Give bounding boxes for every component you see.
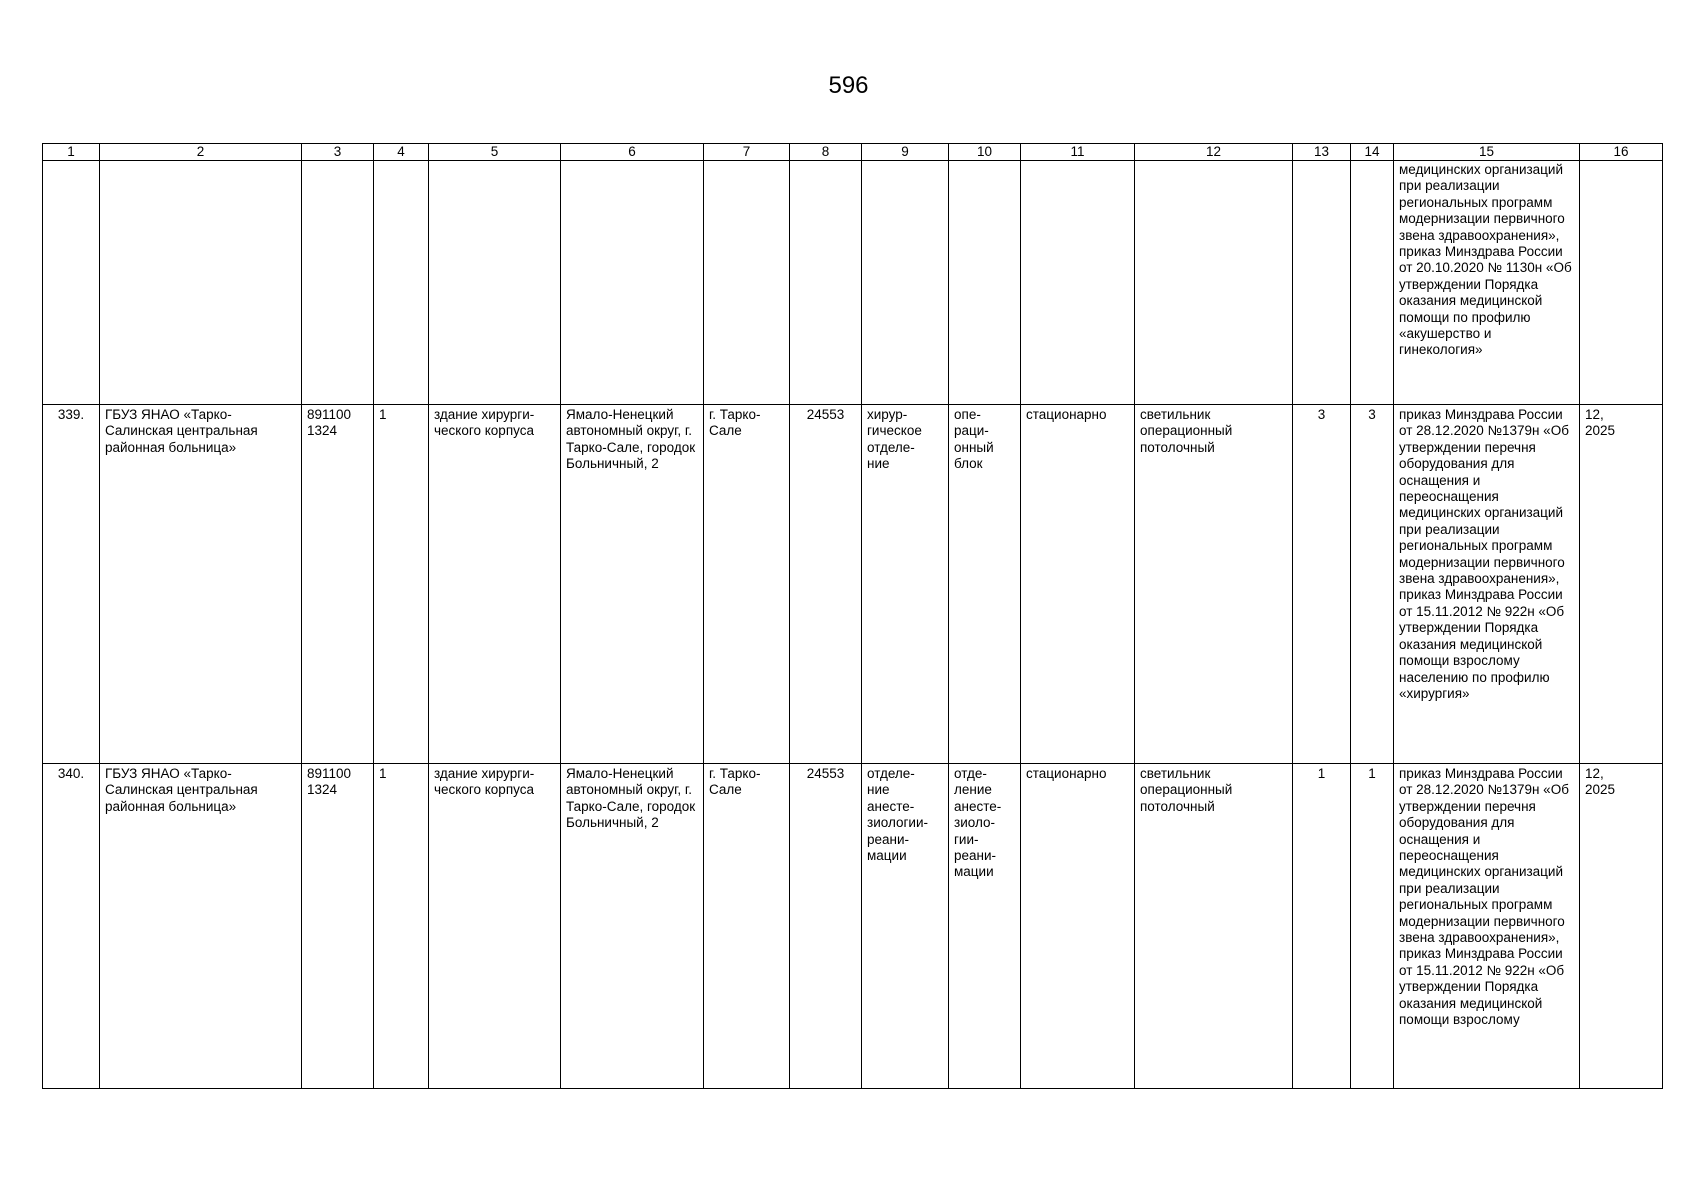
table-cell bbox=[949, 161, 1021, 405]
code-cell: 24553 bbox=[790, 764, 862, 1089]
column-number-row bbox=[43, 144, 1663, 161]
row-number: 340. bbox=[43, 764, 100, 1089]
column-header: 13 bbox=[1293, 144, 1351, 161]
care-type-cell: стационарно bbox=[1021, 764, 1135, 1089]
building-count-cell: 1 bbox=[374, 764, 429, 1089]
row-number: 339. bbox=[43, 405, 100, 764]
column-header: 9 bbox=[862, 144, 949, 161]
column-header: 14 bbox=[1351, 144, 1394, 161]
department-cell: отделе- ние анесте- зиологии- реани- мации bbox=[862, 764, 949, 1089]
equipment-cell: светильник операционный потолочный bbox=[1135, 764, 1293, 1089]
legal-basis-cell: приказ Минздрава России от 28.12.2020 №1379н «Об утверждении перечня оборудования для оснащения и переоснащения медицинских организаций при реализации региональных программ модернизации первичного звена здравоохранения», приказ Минздрава России от 15.11.2012 № 922н «Об утверждении Порядка оказания медицинской помощи взрослому населению по профилю «хирургия» bbox=[1394, 405, 1580, 764]
table-cell bbox=[1580, 161, 1663, 405]
table-cell bbox=[1293, 161, 1351, 405]
address-cell: Ямало-Ненецкий автономный округ, г. Тарко-Сале, городок Больничный, 2 bbox=[561, 405, 704, 764]
table-row bbox=[43, 405, 1663, 764]
equipment-table bbox=[42, 143, 1663, 1089]
column-header: 10 bbox=[949, 144, 1021, 161]
organization-cell: ГБУЗ ЯНАО «Тарко-Салинская центральная районная больница» bbox=[100, 405, 302, 764]
building-cell: здание хирурги- ческого корпуса bbox=[429, 405, 561, 764]
equipment-cell: светильник операционный потолочный bbox=[1135, 405, 1293, 764]
column-header: 15 bbox=[1394, 144, 1580, 161]
column-header: 3 bbox=[302, 144, 374, 161]
column-header: 5 bbox=[429, 144, 561, 161]
column-header: 11 bbox=[1021, 144, 1135, 161]
unit-cell: отде- ление анесте- зиоло- гии- реани- мации bbox=[949, 764, 1021, 1089]
table-cell bbox=[100, 161, 302, 405]
table-cell bbox=[429, 161, 561, 405]
table-cell bbox=[790, 161, 862, 405]
column-header: 4 bbox=[374, 144, 429, 161]
table-cell bbox=[862, 161, 949, 405]
building-count-cell: 1 bbox=[374, 405, 429, 764]
code-cell: 24553 bbox=[790, 405, 862, 764]
inn-cell: 891100 1324 bbox=[302, 764, 374, 1089]
quantity-cell: 1 bbox=[1351, 764, 1394, 1089]
care-type-cell: стационарно bbox=[1021, 405, 1135, 764]
table-cell bbox=[1021, 161, 1135, 405]
locality-cell: г. Тарко- Сале bbox=[704, 405, 790, 764]
quantity-cell: 1 bbox=[1293, 764, 1351, 1089]
table-cell bbox=[302, 161, 374, 405]
locality-cell: г. Тарко- Сале bbox=[704, 764, 790, 1089]
column-header: 7 bbox=[704, 144, 790, 161]
legal-basis-cell: приказ Минздрава России от 28.12.2020 №1379н «Об утверждении перечня оборудования для оснащения и переоснащения медицинских организаций при реализации региональных программ модернизации первичного звена здравоохранения», приказ Минздрава России от 15.11.2012 № 922н «Об утверждении Порядка оказания медицинской помощи взрослому bbox=[1394, 764, 1580, 1089]
column-header: 2 bbox=[100, 144, 302, 161]
legal-basis-cell: медицинских организаций при реализации региональных программ модернизации первичного звена здравоохранения», приказ Минздрава России от 20.10.2020 № 1130н «Об утверждении Порядка оказания медицинской помощи по профилю «акушерство и гинекология» bbox=[1394, 161, 1580, 405]
building-cell: здание хирурги- ческого корпуса bbox=[429, 764, 561, 1089]
quantity-cell: 3 bbox=[1351, 405, 1394, 764]
period-cell: 12, 2025 bbox=[1580, 764, 1663, 1089]
inn-cell: 891100 1324 bbox=[302, 405, 374, 764]
table-cell bbox=[1135, 161, 1293, 405]
column-header: 16 bbox=[1580, 144, 1663, 161]
table-row-continuation bbox=[43, 161, 1663, 405]
organization-cell: ГБУЗ ЯНАО «Тарко-Салинская центральная районная больница» bbox=[100, 764, 302, 1089]
table-cell bbox=[561, 161, 704, 405]
page-number: 596 bbox=[828, 72, 869, 99]
quantity-cell: 3 bbox=[1293, 405, 1351, 764]
department-cell: хирур- гическое отделе- ние bbox=[862, 405, 949, 764]
table-cell bbox=[43, 161, 100, 405]
address-cell: Ямало-Ненецкий автономный округ, г. Тарко-Сале, городок Больничный, 2 bbox=[561, 764, 704, 1089]
column-header: 6 bbox=[561, 144, 704, 161]
column-header: 1 bbox=[43, 144, 100, 161]
unit-cell: опе- раци- онный блок bbox=[949, 405, 1021, 764]
table-row bbox=[43, 764, 1663, 1089]
table-cell bbox=[374, 161, 429, 405]
column-header: 12 bbox=[1135, 144, 1293, 161]
table-cell bbox=[704, 161, 790, 405]
table-cell bbox=[1351, 161, 1394, 405]
column-header: 8 bbox=[790, 144, 862, 161]
period-cell: 12, 2025 bbox=[1580, 405, 1663, 764]
